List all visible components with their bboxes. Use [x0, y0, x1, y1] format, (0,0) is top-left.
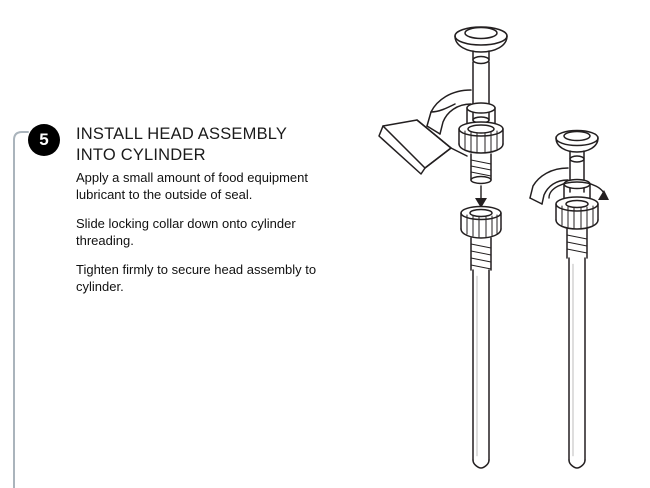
step-instructions: [76, 170, 351, 295]
plunger-shaft: [473, 62, 489, 123]
page-title: [76, 124, 346, 166]
cylinder-collar-left: [461, 207, 501, 239]
locking-collar-left: [459, 122, 503, 153]
left-page-rule: [14, 132, 28, 488]
pump-assembly-left: [379, 27, 507, 468]
assembly-illustration: [355, 8, 645, 480]
cylinder-threading-left: [471, 238, 491, 270]
illustration-svg: [355, 8, 645, 480]
instruction-paragraph: Apply a small amount of food equipment lubricant to the outside of seal.: [76, 170, 308, 202]
down-arrow-icon: [475, 186, 487, 208]
step-title-line-2: INTO CYLINDER: [76, 146, 206, 164]
locking-collar-right: [556, 197, 598, 229]
step-number-badge: 5: [28, 124, 60, 156]
pump-assembly-right: [530, 131, 609, 469]
pump-knob-icon: [455, 27, 507, 64]
step-title-line-1: INSTALL HEAD ASSEMBLY: [76, 125, 288, 143]
instruction-paragraph: Tighten firmly to secure head assembly to cylinder.: [76, 262, 317, 294]
cylinder-tube-right: [569, 258, 585, 468]
cylinder-threading-right: [567, 229, 587, 258]
pump-knob-right-icon: [556, 131, 598, 163]
cylinder-tube-left: [473, 270, 489, 468]
instruction-paragraph: Slide locking collar down onto cylinder threading.: [76, 216, 296, 248]
discharge-tube: [379, 120, 467, 174]
seal-neck-left: [471, 154, 491, 184]
